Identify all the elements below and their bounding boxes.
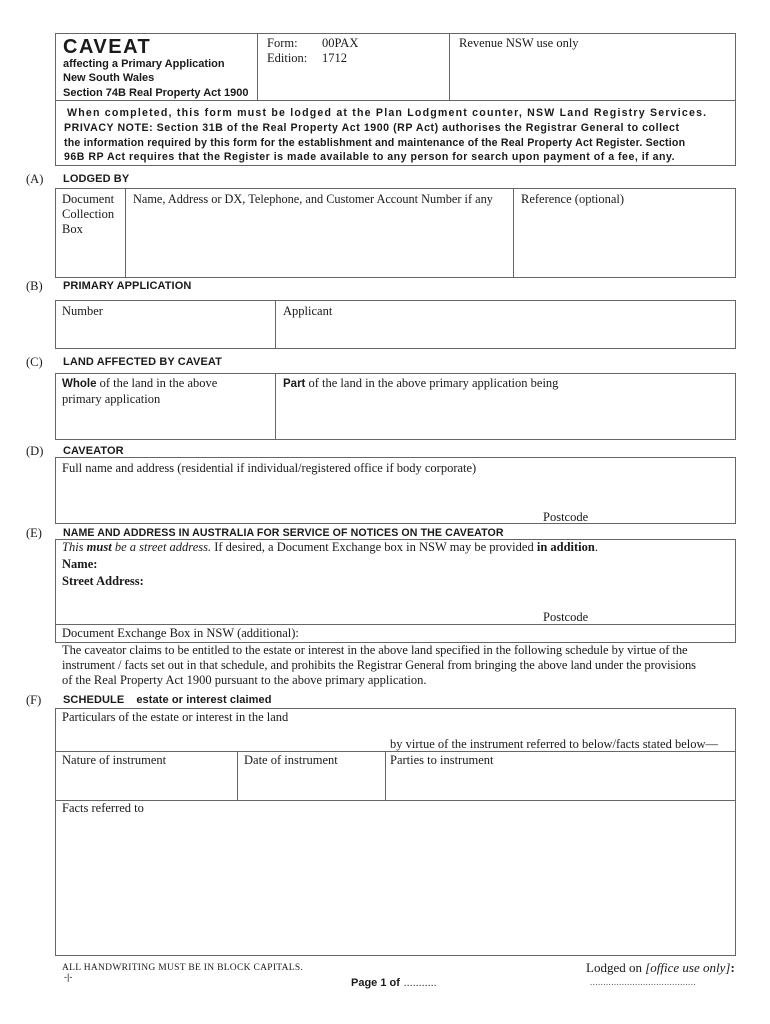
section-d-letter: (D) [26,444,44,458]
notice-line: When completed, this form must be lodged at the Plan Lodgment counter, NSW Land Registry Services. [67,107,708,119]
note-bold-italic: must [86,540,112,554]
note-bold: in addition [536,540,595,554]
applicant-field[interactable]: Applicant [283,304,333,318]
form-title: CAVEAT [63,36,152,58]
whole-line2: primary application [62,392,161,406]
instrument-top-line [55,751,736,752]
lodged-text: Lodged on [586,960,646,975]
page-number [351,973,437,991]
schedule-label: SCHEDULE [63,694,125,706]
form-code-value: 00PAX [322,36,359,50]
section-a-letter: (A) [26,172,44,186]
privacy-notice [64,106,734,165]
dx-box-field[interactable]: Document Exchange Box in NSW (additional): [62,626,299,640]
lodged-divider-1 [125,188,126,278]
primary-application-box [55,300,736,349]
doc-box-line: Box [62,222,83,236]
edition-label: Edition: [267,51,308,65]
claim-line: instrument / facts set out in that schedule, and prohibits the Registrar General from bringing the above land under the provisions [62,658,696,672]
section-b-heading: PRIMARY APPLICATION [63,280,192,292]
instrument-divider-1 [237,751,238,800]
whole-bold: Whole [62,378,97,390]
service-note [62,540,598,555]
subtitle-line: affecting a Primary Application [63,58,225,70]
form-code-label: Form: [267,36,298,50]
date-of-instrument-field[interactable]: Date of instrument [244,753,338,767]
lodged-colon: : [730,960,735,975]
page-label: Page 1 of [351,977,400,989]
whole-rest: of the land in the above [96,376,218,390]
section-d-heading: CAVEATOR [63,445,124,457]
service-divider [55,624,736,625]
section-c-letter: (C) [26,355,43,369]
parties-to-instrument-field[interactable]: Parties to instrument [390,753,494,767]
lodged-on-label [586,960,735,975]
nature-of-instrument-field[interactable]: Nature of instrument [62,753,167,767]
subtitle-line: Section 74B Real Property Act 1900 [63,86,249,99]
instrument-bottom-line [55,800,736,801]
header-divider-2 [449,33,450,101]
section-e-heading: NAME AND ADDRESS IN AUSTRALIA FOR SERVICE OF NOTICES ON THE CAVEATOR [63,527,504,539]
block-capitals-note: ALL HANDWRITING MUST BE IN BLOCK CAPITALS. [62,963,304,973]
part-rest: of the land in the above primary application being [305,376,559,390]
page-dots: ........... [403,978,437,989]
lodger-details-field[interactable]: Name, Address or DX, Telephone, and Customer Account Number if any [133,192,493,206]
caveator-name-address-label: Full name and address (residential if individual/registered office if body corporate) [62,461,477,475]
header-divider-1 [257,33,258,101]
part-bold: Part [283,378,306,390]
particulars-field[interactable]: Particulars of the estate or interest in the land [62,710,289,724]
edition-value: 1712 [322,51,347,65]
form-subtitle [63,57,248,100]
facts-referred-field[interactable]: Facts referred to [62,801,144,815]
section-f-heading [63,694,272,706]
application-number-field[interactable]: Number [62,304,103,318]
claim-statement [62,643,736,688]
virtue-text: by virtue of the instrument referred to below/facts stated below— [390,737,719,751]
note-italic-2: be a street address. [111,540,212,554]
note-end: . [594,540,598,554]
doc-box-line: Collection [62,207,115,221]
subtitle-line: New South Wales [63,72,155,85]
notice-line: the information required by this form for the establishment and maintenance of the Real Property Act Register. Section [64,136,686,149]
schedule-sub-label: estate or interest claimed [136,694,272,706]
note-plain: If desired, a Document Exchange box in NSW may be provided [211,540,537,554]
land-divider [275,373,276,440]
primary-divider [275,300,276,349]
lodged-italic: [office use only] [645,960,731,975]
section-e-letter: (E) [26,526,42,540]
service-name-field[interactable]: Name: [62,557,98,571]
service-street-field[interactable]: Street Address: [62,574,144,588]
document-collection-box-field[interactable] [62,192,114,237]
service-postcode-label: Postcode [543,610,589,624]
instrument-divider-2 [385,751,386,800]
notice-line: PRIVACY NOTE: Section 31B of the Real Property Act 1900 (RP Act) authorises the Registrar General to collect [64,121,680,134]
doc-box-line: Document [62,192,115,206]
section-b-letter: (B) [26,279,43,293]
corner-mark: -|- [64,972,73,982]
reference-field[interactable]: Reference (optional) [521,192,625,206]
part-land-option[interactable] [283,376,558,392]
notice-line: 96B RP Act requires that the Register is made available to any person for search upon payment of a fee, if any. [64,151,676,164]
claim-line: of the Real Property Act 1900 pursuant to the above primary application. [62,673,427,687]
revenue-use-label: Revenue NSW use only [459,36,579,50]
lodged-on-dots: ........................................ [590,977,696,987]
note-italic-1: This [62,540,87,554]
whole-land-option[interactable] [62,376,217,407]
lodged-divider-2 [513,188,514,278]
caveator-postcode-label: Postcode [543,510,589,524]
claim-line: The caveator claims to be entitled to the estate or interest in the above land specified in the following schedule by virtue of the [62,643,688,657]
section-c-heading: LAND AFFECTED BY CAVEAT [63,356,222,368]
section-f-letter: (F) [26,693,42,707]
section-a-heading: LODGED BY [63,173,130,185]
